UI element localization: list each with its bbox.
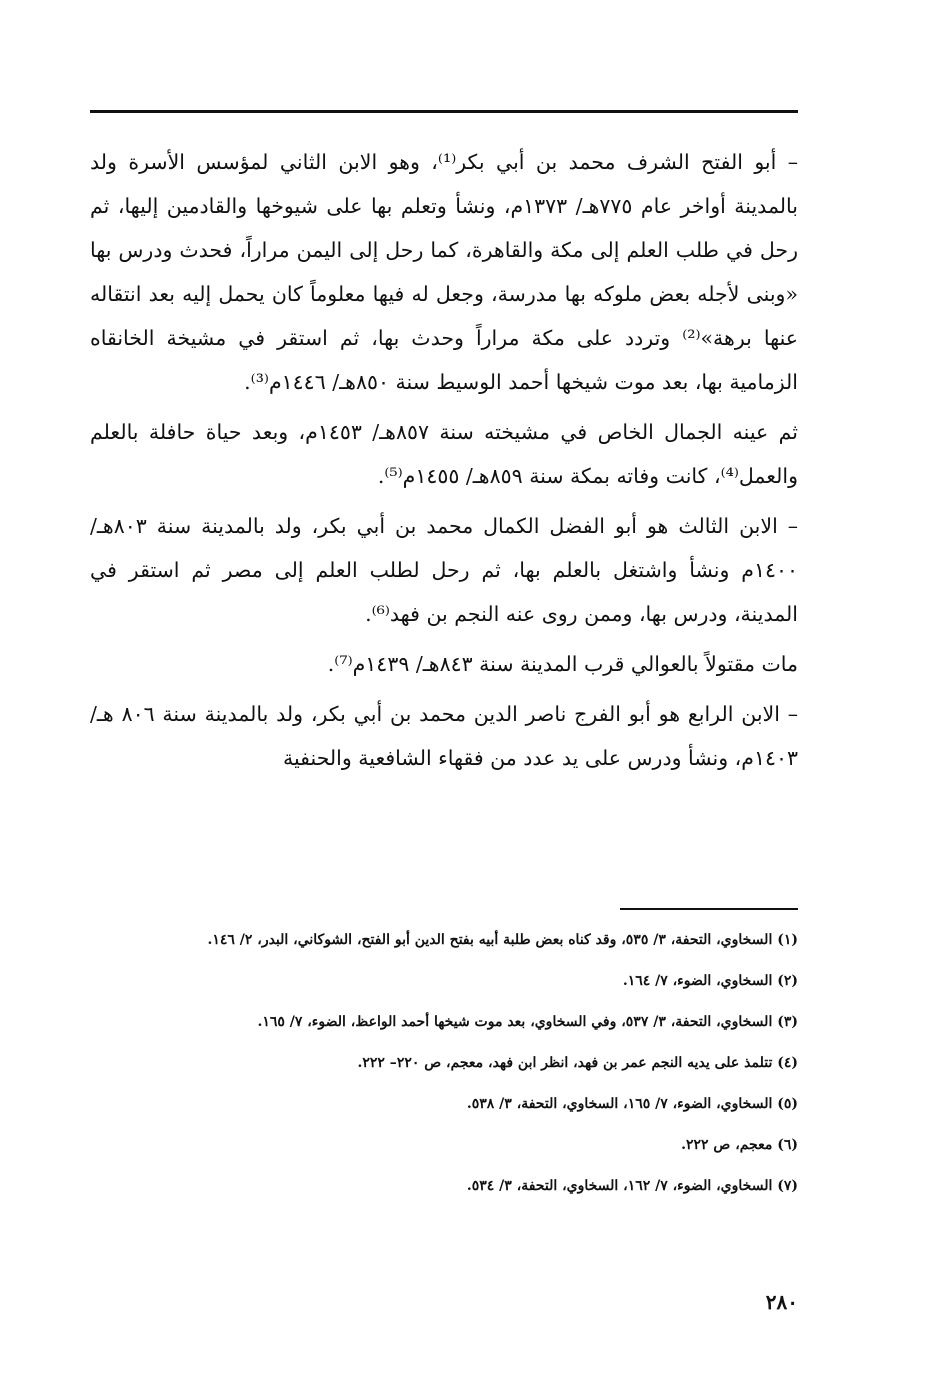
footnote-3: (٣) السخاوي، التحفة، ٣/ ٥٣٧، وفي السخاوي، بعد موت شيخها أحمد الواعظ، الضوء، ٧/ ١٦٥. bbox=[257, 1014, 798, 1030]
footnote-6: (٦) معجم، ص ٢٢٢. bbox=[681, 1137, 798, 1153]
footnotes bbox=[90, 926, 798, 1200]
footnote-1: (١) السخاوي، التحفة، ٣/ ٥٣٥، وقد كناه بعض طلبة أبيه بفتح الدين أبو الفتح، الشوكاني، البدر، ٢/ ١٤٦. bbox=[207, 932, 798, 948]
paragraph-5: – الابن الرابع هو أبو الفرج ناصر الدين محمد بن أبي بكر، ولد بالمدينة سنة ٨٠٦ هـ/ ١٤٠٣م، ونشأ ودرس على يد عدد من فقهاء الشافعية والحنفية bbox=[90, 702, 799, 770]
paragraph-2: ثم عينه الجمال الخاص في مشيخته سنة ٨٥٧هـ/ ١٤٥٣م، وبعد حياة حافلة بالعلم والعمل⁽⁴⁾، كانت وفاته بمكة سنة ٨٥٩هـ/ ١٤٥٥م⁽⁵⁾. bbox=[90, 420, 798, 488]
footnote-separator bbox=[620, 908, 798, 910]
page-number: ٢٨٠ bbox=[765, 1290, 798, 1314]
paragraph-1: – أبو الفتح الشرف محمد بن أبي بكر⁽¹⁾، وهو الابن الثاني لمؤسس الأسرة ولد بالمدينة أواخر عام ٧٧٥هـ/ ١٣٧٣م، ونشأ وتعلم بها على شيوخها والقادمين إليها، ثم رحل في طلب العلم إلى مكة والقاهرة، كما رحل إلى اليمن مراراً، فحدث ودرس بها «وبنى لأجله بعض ملوكه بها مدرسة، وجعل له فيها معلوماً كان يحمل إليه بعد انتقاله عنها برهة»⁽²⁾ وتردد على مكة مراراً وحدث بها، ثم استقر في مشيخة الخانقاه الزمامية بها، بعد موت شيخها أحمد الوسيط سنة ٨٥٠هـ/ ١٤٤٦م⁽³⁾. bbox=[90, 150, 799, 394]
header-rule bbox=[90, 110, 798, 113]
main-text bbox=[90, 140, 798, 786]
footnote-4: (٤) تتلمذ على يديه النجم عمر بن فهد، انظر ابن فهد، معجم، ص ٢٢٠– ٢٢٢. bbox=[357, 1055, 798, 1071]
footnote-5: (٥) السخاوي، الضوء، ٧/ ١٦٥، السخاوي، التحفة، ٣/ ٥٣٨. bbox=[466, 1096, 798, 1112]
footnote-7: (٧) السخاوي، الضوء، ٧/ ١٦٢، السخاوي، التحفة، ٣/ ٥٣٤. bbox=[466, 1178, 798, 1194]
footnote-2: (٢) السخاوي، الضوء، ٧/ ١٦٤. bbox=[622, 973, 798, 989]
paragraph-4: مات مقتولاً بالعوالي قرب المدينة سنة ٨٤٣هـ/ ١٤٣٩م⁽⁷⁾. bbox=[327, 652, 798, 676]
paragraph-3: – الابن الثالث هو أبو الفضل الكمال محمد بن أبي بكر، ولد بالمدينة سنة ٨٠٣هـ/ ١٤٠٠م ونشأ واشتغل بالعلم بها، ثم رحل لطلب العلم إلى مصر ثم استقر في المدينة، ودرس بها، وممن روى عنه النجم بن فهد⁽⁶⁾. bbox=[90, 514, 798, 626]
